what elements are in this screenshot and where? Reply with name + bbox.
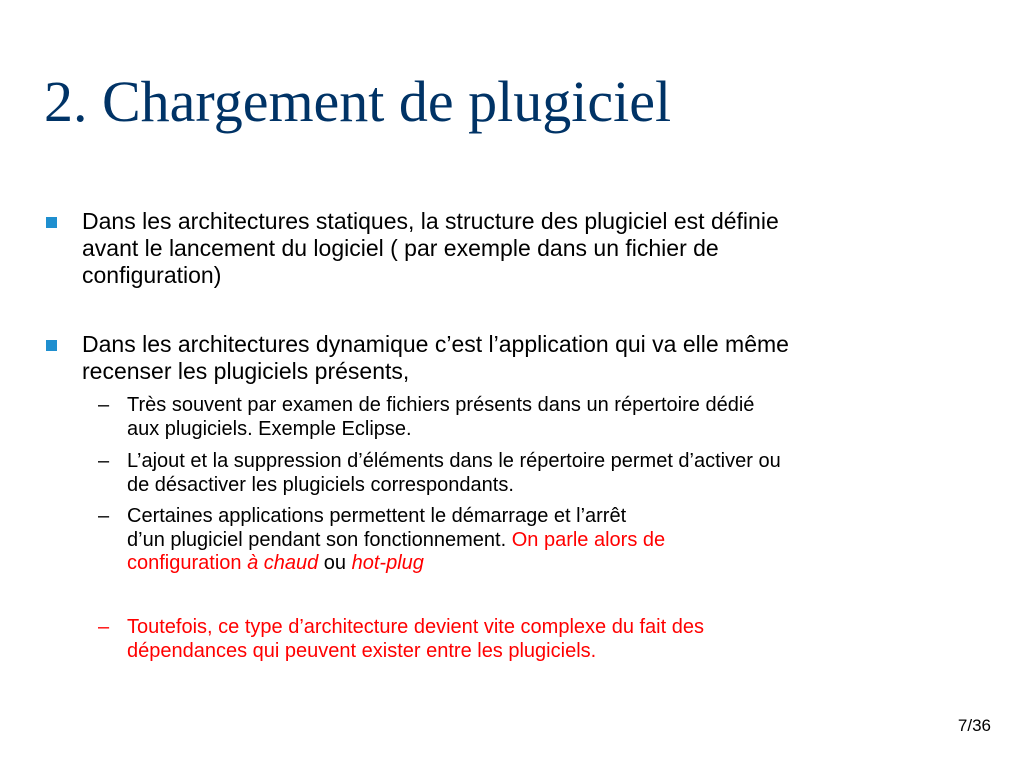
sub-line: aux plugiciels. Exemple Eclipse. xyxy=(127,417,412,440)
page-number: 7/36 xyxy=(957,716,991,735)
slide-title: 2. Chargement de plugiciel xyxy=(44,69,672,134)
square-bullet-icon xyxy=(46,217,57,228)
sub-item-hot-plug xyxy=(98,505,987,576)
sub-line xyxy=(127,529,987,553)
dash-bullet: – xyxy=(98,505,110,527)
bullet-line: configuration) xyxy=(82,262,222,288)
bullet-line: Dans les architectures dynamique c’est l’application qui va elle même xyxy=(82,331,789,357)
sub-line: Certaines applications permettent le démarrage et l’arrêt xyxy=(127,505,627,527)
bullet-line: recenser les plugiciels présents, xyxy=(82,358,410,384)
bullet-line: avant le lancement du logiciel ( par exemple dans un fichier de xyxy=(82,235,719,261)
sub-line: dépendances qui peuvent exister entre les plugiciels. xyxy=(127,639,597,662)
highlight-text: configuration xyxy=(127,552,248,574)
bullet-static-architectures xyxy=(82,208,982,289)
italic-term: à chaud xyxy=(247,552,319,574)
bullet-dynamic-architectures xyxy=(82,331,982,385)
sub-line: de désactiver les plugiciels correspondants. xyxy=(127,473,514,496)
bullet-line: Dans les architectures statiques, la structure des plugiciel est définie xyxy=(82,208,779,234)
italic-term: hot-plug xyxy=(351,552,424,574)
sub-item-directory-scan xyxy=(98,394,987,441)
sub-line: Très souvent par examen de fichiers présents dans un répertoire dédié xyxy=(127,394,755,416)
sub-item-complexity-warning xyxy=(98,616,987,663)
sub-line: Toutefois, ce type d’architecture devient vite complexe du fait des xyxy=(127,616,704,638)
dash-bullet: – xyxy=(98,394,110,416)
sub-text: d’un plugiciel pendant son fonctionnement. xyxy=(127,528,512,551)
sub-line: L’ajout et la suppression d’éléments dans le répertoire permet d’activer ou xyxy=(127,450,781,472)
highlight-text: On parle alors de xyxy=(511,528,666,551)
sub-text: ou xyxy=(318,552,352,574)
dash-bullet: – xyxy=(98,616,110,638)
sub-line xyxy=(127,552,987,576)
sub-item-add-remove xyxy=(98,450,987,497)
square-bullet-icon xyxy=(46,340,57,351)
dash-bullet: – xyxy=(98,450,110,472)
